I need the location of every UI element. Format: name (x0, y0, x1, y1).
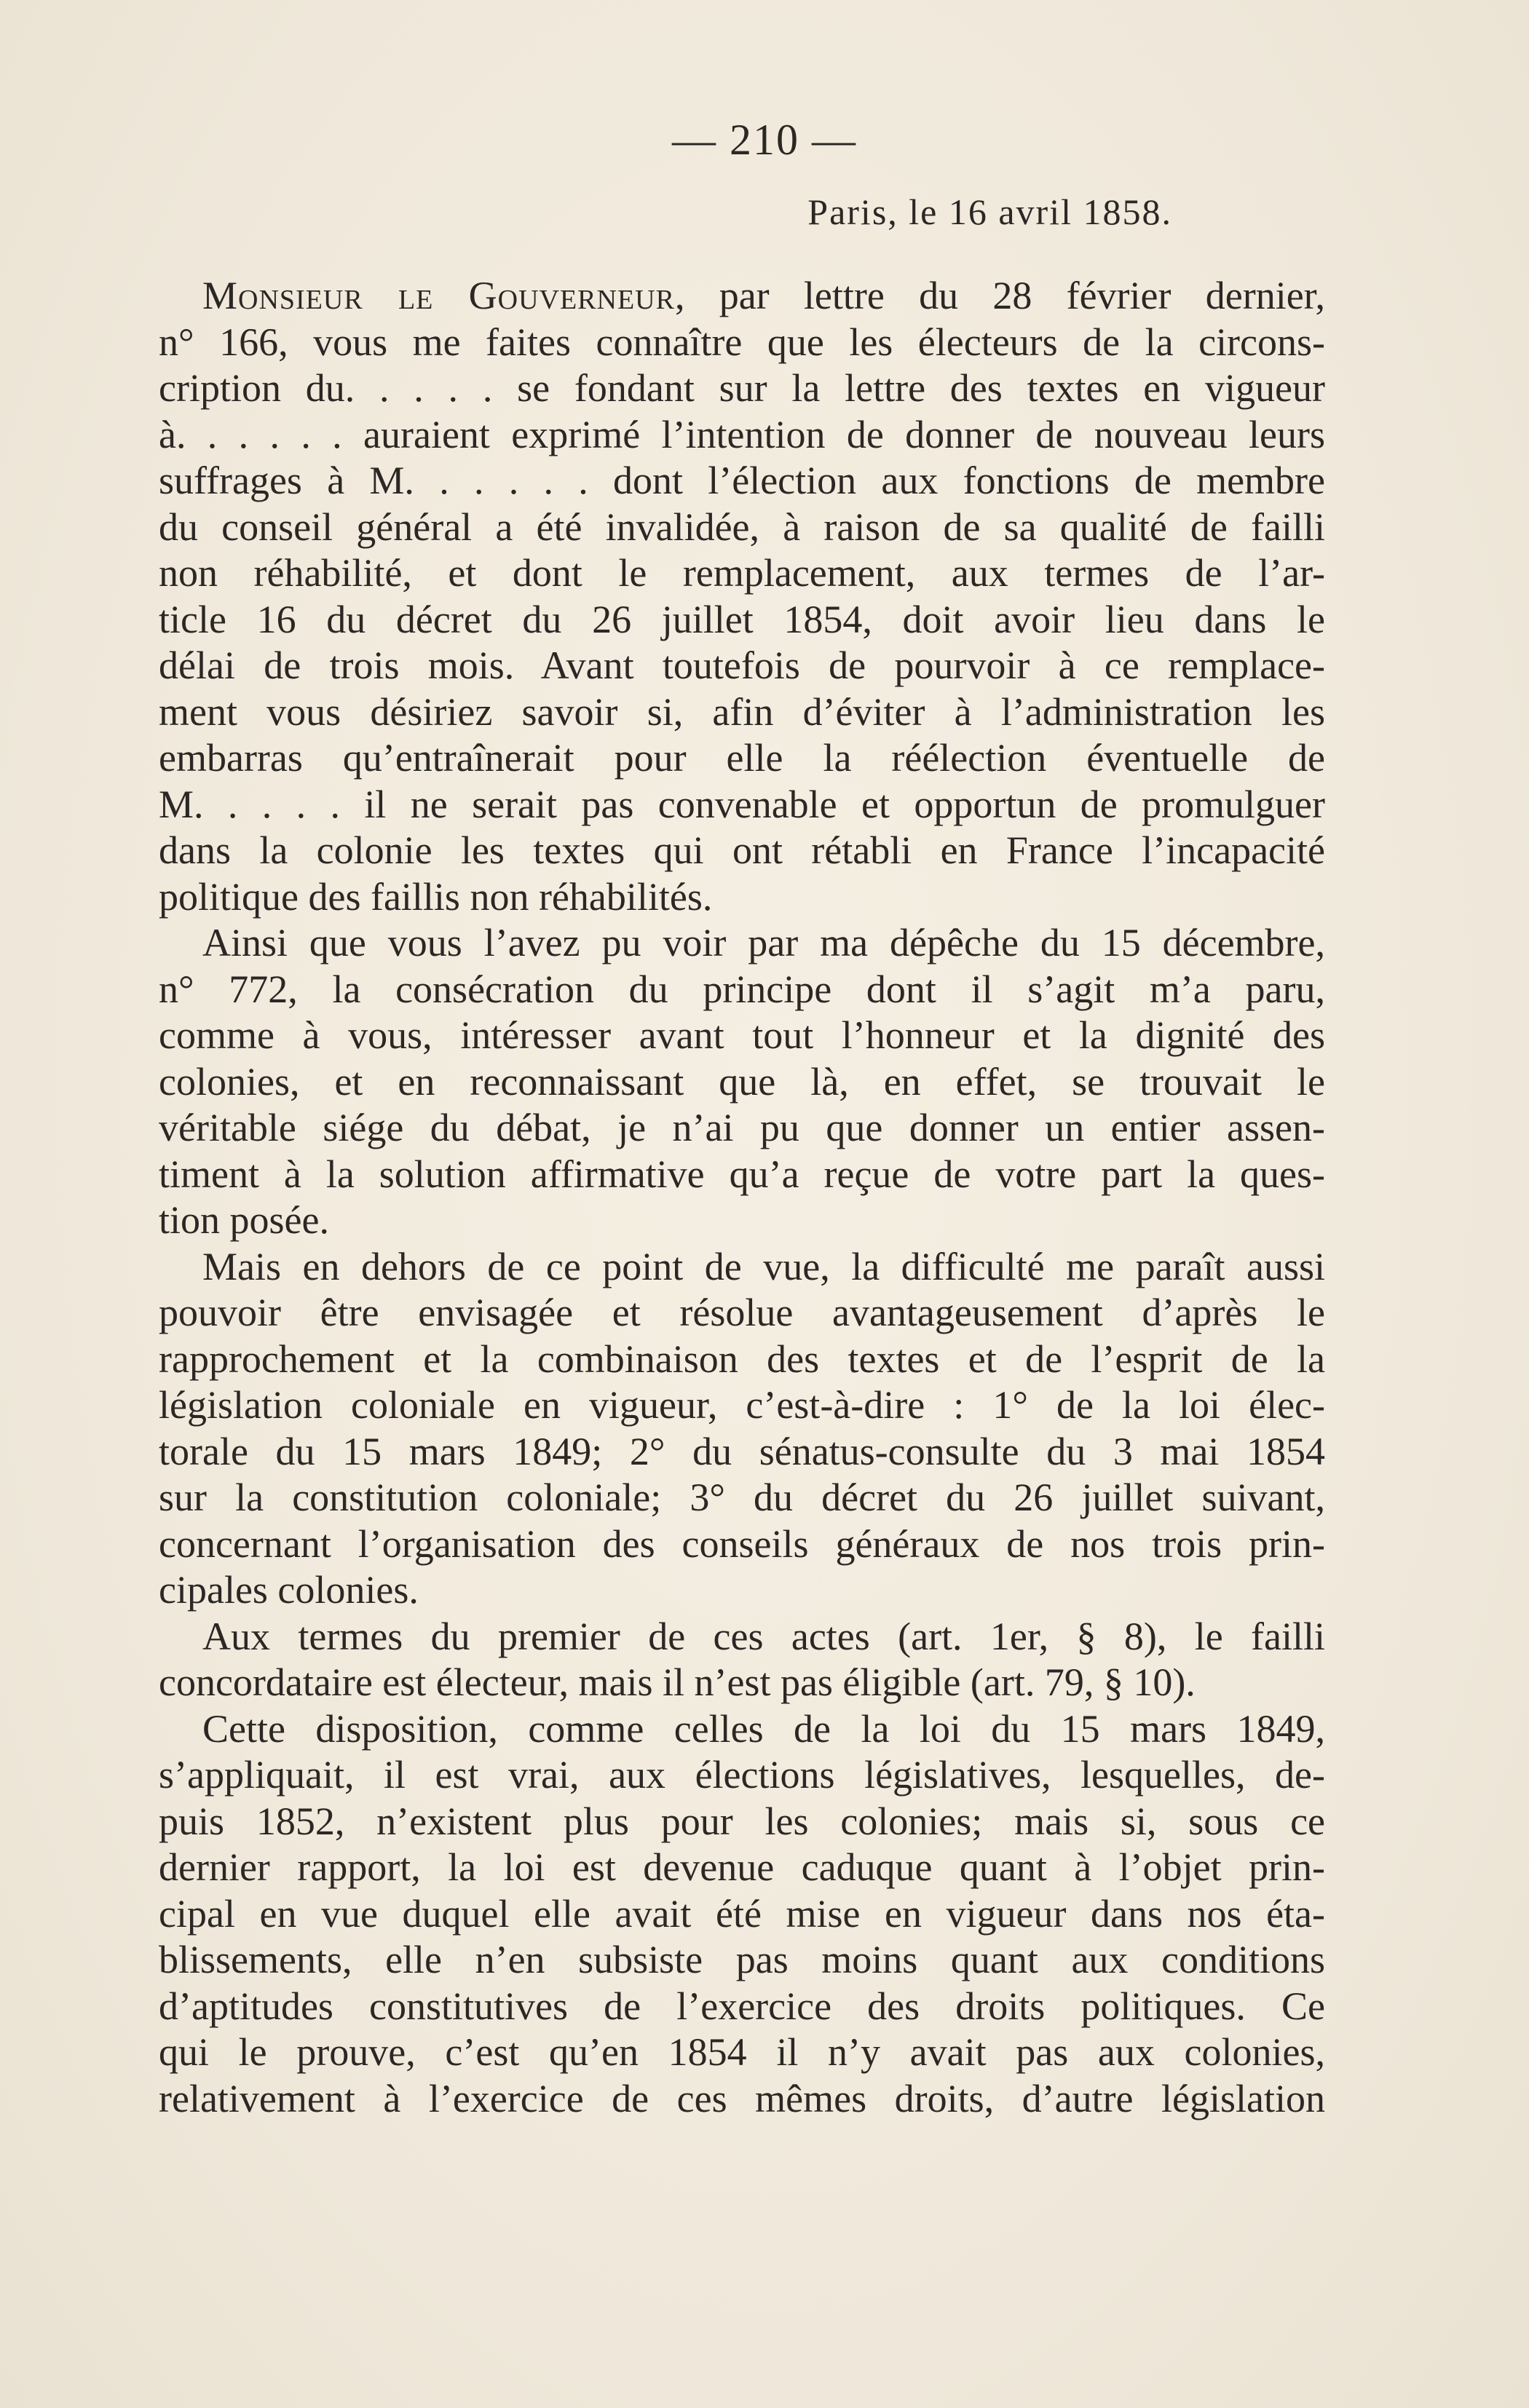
text-line (159, 1660, 1325, 1706)
line-text: cipales colonies. (159, 1568, 419, 1612)
text-line (159, 273, 1325, 320)
line-text: Ainsi que vous l’avez pu voir par ma dépêche du 15 décembre, (202, 921, 1325, 965)
text-line (159, 1706, 1325, 1753)
text-line (159, 1521, 1325, 1568)
text-line (159, 689, 1325, 736)
line-text: véritable siége du débat, je n’ai pu que donner un entier assen- (159, 1106, 1325, 1149)
line-text: timent à la solution affirmative qu’a reçue de votre part la ques- (159, 1152, 1325, 1196)
text-line (159, 828, 1325, 874)
text-line (159, 1059, 1325, 1106)
line-text: pouvoir être envisagée et résolue avantageusement d’après le (159, 1291, 1325, 1334)
text-line (159, 735, 1325, 782)
text-line (159, 920, 1325, 967)
line-text: tion posée. (159, 1198, 329, 1242)
line-text: concordataire est électeur, mais il n’est pas éligible (art. 79, § 10). (159, 1660, 1196, 1704)
line-text: qui le prouve, c’est qu’en 1854 il n’y avait pas aux colonies, (159, 2030, 1325, 2074)
line-text: délai de trois mois. Avant toutefois de pourvoir à ce remplace- (159, 643, 1325, 687)
line-text: suffrages à M. . . . . . dont l’élection aux fonctions de membre (159, 459, 1325, 502)
line-text: cipal en vue duquel elle avait été mise en vigueur dans nos éta- (159, 1891, 1325, 1936)
text-line (159, 1105, 1325, 1152)
text-line (159, 365, 1325, 412)
line-text: colonies, et en reconnaissant que là, en effet, se trouvait le (159, 1059, 1325, 1104)
line-text: n° 772, la consécration du principe dont il s’agit m’a paru, (159, 967, 1325, 1011)
text-line (159, 1614, 1325, 1660)
text-line (159, 2029, 1325, 2076)
line-text: , par lettre du 28 février dernier, (674, 274, 1325, 317)
line-text: législation coloniale en vigueur, c’est-à-dire : 1° de la loi élec- (159, 1383, 1325, 1427)
line-text: sur la constitution coloniale; 3° du décret du 26 juillet suivant, (159, 1476, 1325, 1519)
text-line (159, 1937, 1325, 1984)
line-text: non réhabilité, et dont le remplacement, aux termes de l’ar- (159, 551, 1325, 595)
text-line (159, 1152, 1325, 1198)
text-line (159, 1984, 1325, 2030)
text-line (159, 1567, 1325, 1614)
line-text: s’appliquait, il est vrai, aux élections législatives, lesquelles, de- (159, 1753, 1325, 1797)
line-text: relativement à l’exercice de ces mêmes droits, d’autre législation (159, 2076, 1325, 2120)
text-line (159, 1197, 1325, 1244)
line-text: dans la colonie les textes qui ont rétabli en France l’incapacité (159, 828, 1325, 872)
text-line (159, 2076, 1325, 2123)
line-text: ticle 16 du décret du 26 juillet 1854, doit avoir lieu dans le (159, 597, 1325, 641)
line-text: Cette disposition, comme celles de la loi du 15 mars 1849, (202, 1706, 1325, 1751)
text-line (159, 320, 1325, 366)
line-text: n° 166, vous me faites connaître que les électeurs de la circons- (159, 320, 1325, 364)
line-text: comme à vous, intéresser avant tout l’honneur et la dignité des (159, 1013, 1325, 1057)
text-line (159, 1429, 1325, 1476)
text-line (159, 458, 1325, 504)
text-line (159, 1244, 1325, 1291)
line-text: blissements, elle n’en subsiste pas moins quant aux conditions (159, 1938, 1325, 1981)
text-line (159, 1752, 1325, 1799)
line-text: ment vous désiriez savoir si, afin d’éviter à l’administration les (159, 689, 1325, 734)
text-line (159, 1475, 1325, 1521)
line-text: concernant l’organisation des conseils généraux de nos trois prin- (159, 1521, 1325, 1566)
text-line (159, 1336, 1325, 1383)
text-line (159, 1891, 1325, 1938)
line-text: puis 1852, n’existent plus pour les colonies; mais si, sous ce (159, 1799, 1325, 1843)
line-text: dernier rapport, la loi est devenue caduque quant à l’objet prin- (159, 1845, 1325, 1889)
text-line (159, 643, 1325, 689)
text-line (159, 1382, 1325, 1429)
text-line (159, 1799, 1325, 1845)
text-line (159, 550, 1325, 597)
text-line (159, 1290, 1325, 1336)
letter-body (159, 273, 1325, 2122)
text-line (159, 504, 1325, 551)
line-text: politique des faillis non réhabilités. (159, 874, 713, 919)
text-line (159, 1845, 1325, 1891)
line-text: d’aptitudes constitutives de l’exercice des droits politiques. Ce (159, 1984, 1325, 2028)
salutation: Monsieur le Gouverneur (202, 274, 675, 317)
line-text: Aux termes du premier de ces actes (art. 1er, § 8), le failli (202, 1614, 1325, 1658)
dateline: Paris, le 16 avril 1858. (807, 191, 1172, 232)
line-text: du conseil général a été invalidée, à raison de sa qualité de failli (159, 504, 1325, 549)
line-text: embarras qu’entraînerait pour elle la réélection éventuelle de (159, 736, 1325, 780)
line-text: rapprochement et la combinaison des textes et de l’esprit de la (159, 1336, 1325, 1381)
text-line (159, 967, 1325, 1013)
text-line (159, 1013, 1325, 1059)
text-line (159, 874, 1325, 921)
line-text: à. . . . . . auraient exprimé l’intention de donner de nouveau leurs (159, 412, 1325, 456)
line-text: torale du 15 mars 1849; 2° du sénatus-consulte du 3 mai 1854 (159, 1429, 1325, 1473)
line-text: cription du. . . . . se fondant sur la lettre des textes en vigueur (159, 366, 1325, 410)
page-number: — 210 — (672, 116, 857, 164)
text-line (159, 412, 1325, 459)
text-line (159, 597, 1325, 643)
text-line (159, 782, 1325, 828)
line-text: Mais en dehors de ce point de vue, la difficulté me paraît aussi (202, 1244, 1325, 1288)
line-text: M. . . . . il ne serait pas convenable et opportun de promulguer (159, 782, 1325, 826)
